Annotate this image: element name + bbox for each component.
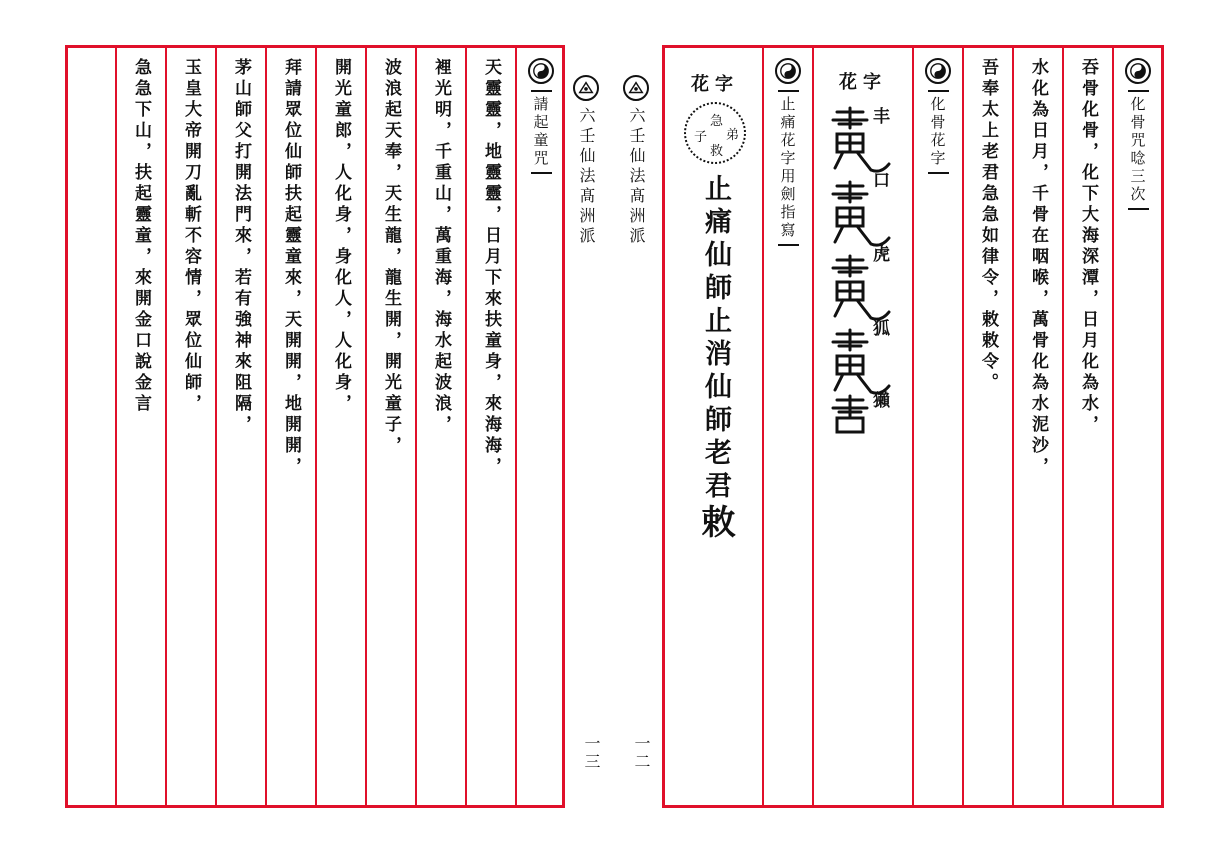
text-column — [466, 58, 516, 478]
seal-char: 弟 — [726, 128, 740, 143]
lineage-emblem-icon — [573, 75, 599, 101]
text-column — [963, 58, 1013, 394]
section-title: 化骨花字 — [928, 90, 949, 174]
talisman-char: 虎 — [873, 245, 890, 265]
talisman-char: 狐 — [873, 319, 890, 339]
seal-char: 子 — [694, 130, 708, 145]
left-page — [65, 45, 565, 808]
yin-yang-emblem-icon — [925, 58, 951, 84]
section-header-column — [1113, 58, 1163, 210]
section-title: 化骨咒唸三次 — [1128, 90, 1149, 210]
verse-line: 吾奉太上老君急急如律令，敕敕令。 — [978, 58, 998, 394]
invocation-end: 敕 — [695, 504, 735, 544]
invocation-column — [673, 70, 757, 544]
verse-line: 開光童郎，人化身，身化人，人化身， — [331, 58, 351, 415]
talisman-char: 口 — [873, 171, 890, 191]
yin-yang-emblem-icon — [1125, 58, 1151, 84]
page-number-left: 一三 — [582, 735, 601, 771]
yin-yang-emblem-icon — [775, 58, 801, 84]
section-header-column — [913, 58, 963, 174]
text-column — [166, 58, 216, 415]
seal-char: 急 — [710, 114, 724, 129]
text-column — [366, 58, 416, 457]
text-column — [1063, 58, 1113, 436]
invocation-text: 止痛仙師止消仙師老君 — [700, 174, 731, 504]
lineage-left — [573, 75, 599, 247]
text-column — [266, 58, 316, 478]
text-column — [316, 58, 366, 415]
section-title: 請起童咒 — [531, 90, 552, 174]
right-page — [662, 45, 1164, 808]
seal-stamp — [684, 102, 746, 164]
verse-line: 茅山師父打開法門來，若有強神來阻隔， — [231, 58, 251, 436]
verse-line: 玉皇大帝開刀亂斬不容情，眾位仙師， — [181, 58, 201, 415]
talisman-column — [815, 68, 911, 434]
section-header-column — [763, 58, 813, 246]
talisman-char: 丰 — [873, 107, 890, 127]
verse-line: 波浪起天奉，天生龍，龍生開，開光童子， — [381, 58, 401, 457]
yin-yang-emblem-icon — [528, 58, 554, 84]
seal-char: 救 — [710, 144, 724, 159]
verse-line: 吞骨化骨，化下大海深潭，日月化為水， — [1078, 58, 1098, 436]
verse-line: 天靈靈，地靈靈，日月下來扶童身，來海海， — [481, 58, 501, 478]
talisman-glyph-icon — [823, 94, 903, 434]
verse-line: 急急下山，扶起靈童，來開金口說金言 — [131, 58, 151, 415]
lineage-right — [623, 75, 649, 247]
seal-label: 花字 — [691, 74, 739, 95]
lineage-text: 六壬仙法髙洲派 — [577, 107, 596, 247]
section-title: 止痛花字用劍指寫 — [778, 90, 799, 246]
lineage-emblem-icon — [623, 75, 649, 101]
verse-line: 水化為日月，千骨在咽喉，萬骨化為水泥沙， — [1028, 58, 1048, 478]
verse-line: 裡光明，千重山，萬重海，海水起波浪， — [431, 58, 451, 436]
page-number-right: 一二 — [632, 735, 651, 771]
talisman-label: 花字 — [839, 72, 887, 93]
section-header-column — [516, 58, 566, 174]
talisman-char: 獺 — [873, 391, 890, 411]
verse-line: 拜請眾位仙師扶起靈童來，天開開，地開開， — [281, 58, 301, 478]
text-column — [1013, 58, 1063, 478]
lineage-text: 六壬仙法髙洲派 — [627, 107, 646, 247]
text-column — [216, 58, 266, 436]
text-column — [416, 58, 466, 436]
text-column — [116, 58, 166, 415]
